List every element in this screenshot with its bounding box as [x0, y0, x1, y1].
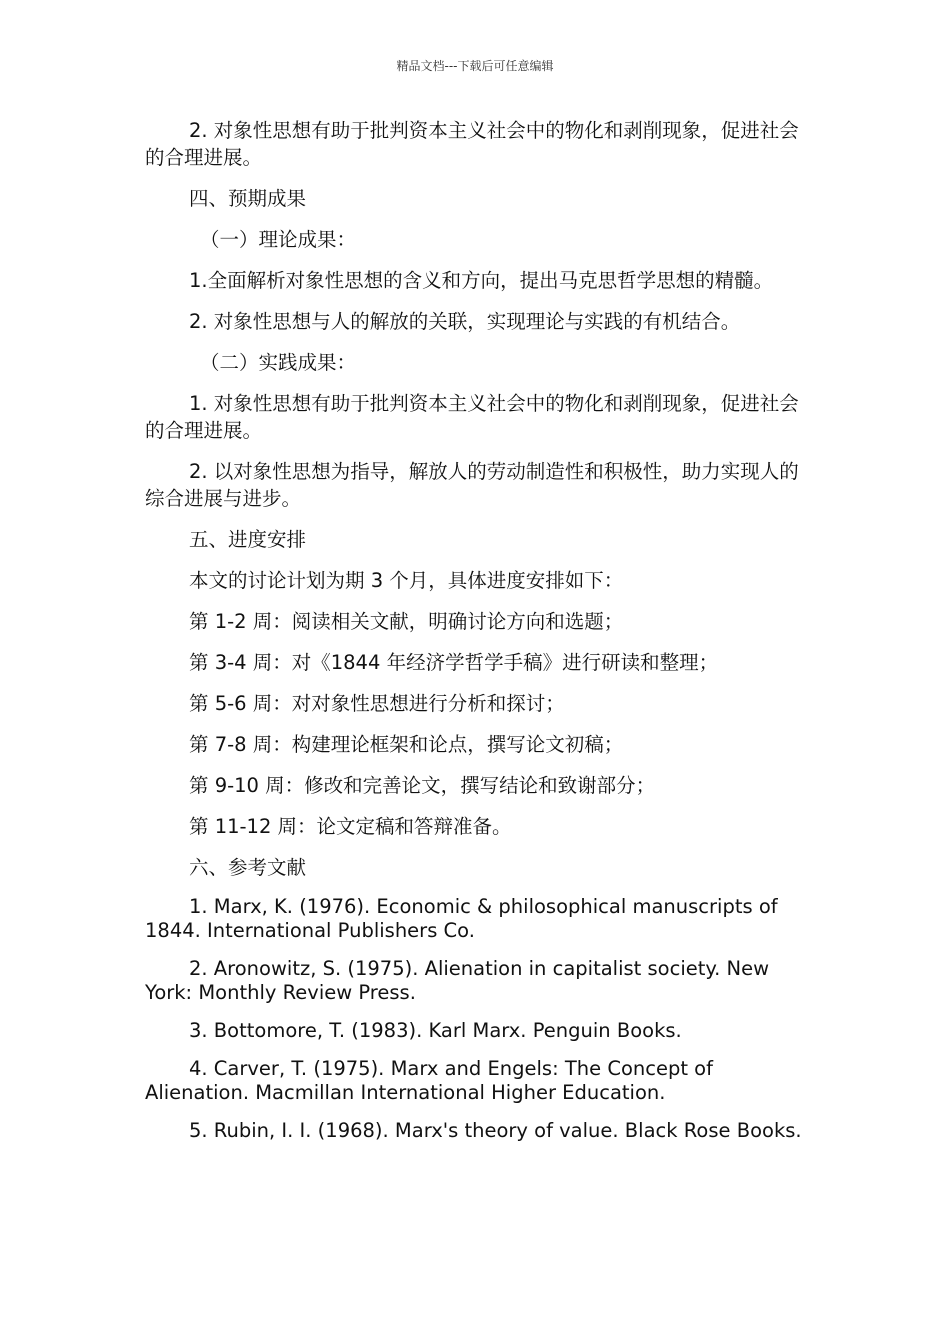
- schedule-item: 第 3-4 周：对《1844 年经济学哲学手稿》进行研读和整理；: [189, 651, 719, 674]
- reference-item: 5. Rubin, I. I. (1968). Marx's theory of value. Black Rose Books.: [189, 1119, 802, 1142]
- paragraph-theory-2: 2. 对象性思想与人的解放的关联，实现理论与实践的有机结合。: [189, 310, 741, 333]
- page-header: 精品文档---下载后可任意编辑: [396, 59, 554, 73]
- section-heading-schedule: 五、进度安排: [189, 528, 307, 551]
- paragraph-practice-1: 1. 对象性思想有助于批判资本主义社会中的物化和剥削现象，促进社会的合理进展。: [145, 392, 799, 442]
- reference-item: 4. Carver, T. (1975). Marx and Engels: The Concept of Alienation. Macmillan International Higher Education.: [145, 1057, 713, 1104]
- paragraph-practice-2: 2. 以对象性思想为指导，解放人的劳动制造性和积极性，助力实现人的综合进展与进步。: [145, 460, 799, 510]
- schedule-intro: 本文的讨论计划为期 3 个月，具体进度安排如下：: [189, 569, 624, 592]
- reference-item: 2. Aronowitz, S. (1975). Alienation in capitalist society. New York: Monthly Review Press.: [145, 957, 770, 1004]
- section-heading-expected-results: 四、预期成果: [189, 187, 307, 210]
- paragraph-theory-1: 1.全面解析对象性思想的含义和方向，提出马克思哲学思想的精髓。: [189, 269, 774, 292]
- schedule-item: 第 1-2 周：阅读相关文献，明确讨论方向和选题；: [189, 610, 624, 633]
- reference-item: 3. Bottomore, T. (1983). Karl Marx. Penguin Books.: [189, 1019, 682, 1042]
- schedule-item: 第 5-6 周：对对象性思想进行分析和探讨；: [189, 692, 565, 715]
- section-heading-references: 六、参考文献: [189, 856, 307, 879]
- schedule-item: 第 11-12 周：论文定稿和答辩准备。: [189, 815, 512, 838]
- paragraph-critique-1: 2. 对象性思想有助于批判资本主义社会中的物化和剥削现象，促进社会的合理进展。: [145, 119, 799, 169]
- subheading-practical-results: （二）实践成果：: [200, 351, 357, 374]
- schedule-item: 第 7-8 周：构建理论框架和论点，撰写论文初稿；: [189, 733, 624, 756]
- reference-item: 1. Marx, K. (1976). Economic & philosophical manuscripts of 1844. International Publishers Co.: [145, 895, 778, 942]
- document-body: [145, 117, 805, 1157]
- subheading-theoretical-results: （一）理论成果：: [200, 228, 357, 251]
- schedule-item: 第 9-10 周：修改和完善论文，撰写结论和致谢部分；: [189, 774, 656, 797]
